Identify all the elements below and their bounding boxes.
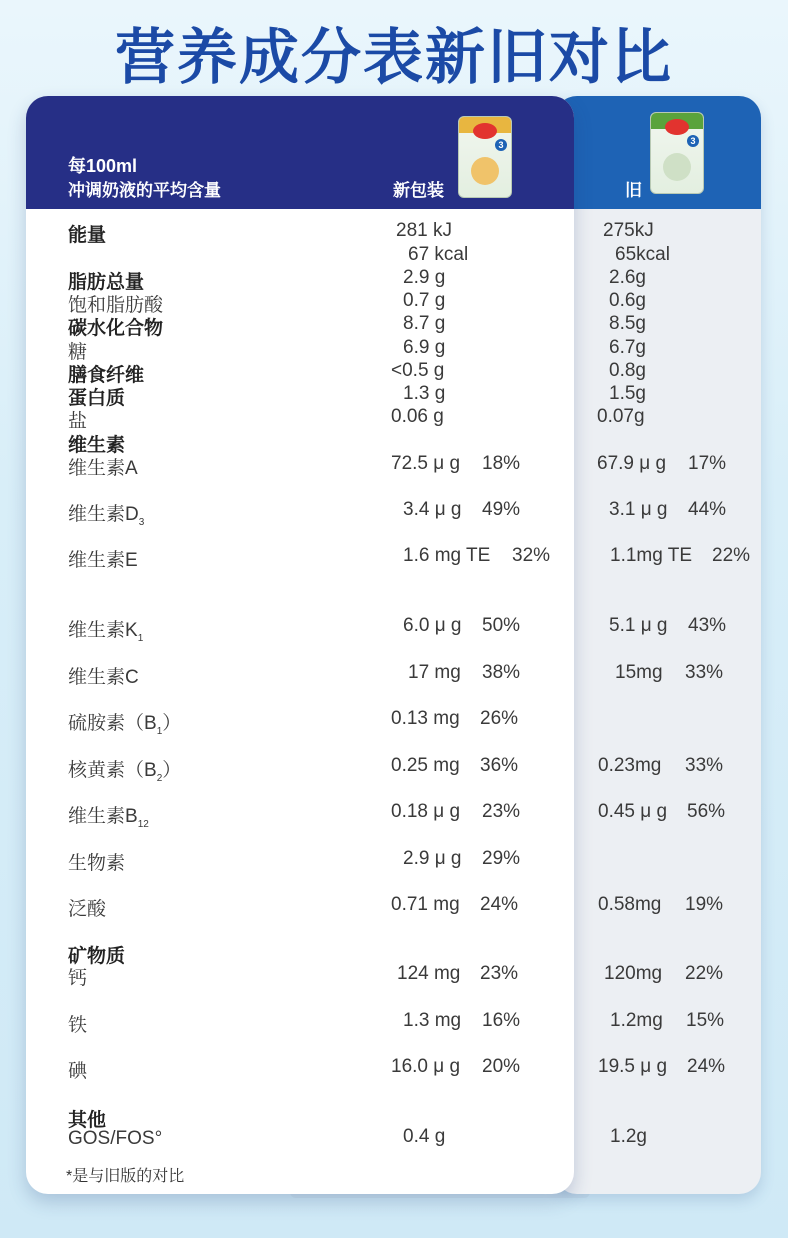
- vitA-old-pct: 17%: [688, 453, 727, 474]
- vitC-old: 15mg: [615, 662, 663, 683]
- iron-old-pct: 15%: [686, 1010, 725, 1031]
- vitC-new: 17 mg: [408, 662, 461, 683]
- b2-new-pct: 36%: [480, 755, 519, 776]
- vitC-label: 维生素C: [68, 667, 139, 688]
- page-title: 营养成分表新旧对比: [115, 23, 673, 93]
- iodine-old: 19.5 μ g: [598, 1056, 668, 1077]
- vitD-old: 3.1 μ g: [609, 499, 668, 520]
- vitA-old: 67.9 μ g: [597, 453, 667, 474]
- footnote: *是与旧版的对比: [66, 1168, 185, 1185]
- energy-old-kcal: 65kcal: [615, 244, 670, 265]
- carb-label: 碳水化合物: [68, 318, 164, 339]
- fat-new: 2.9 g: [403, 267, 446, 288]
- gos-new: 0.4 g: [403, 1126, 446, 1147]
- biotin-new-pct: 29%: [482, 848, 521, 869]
- panto-old-pct: 19%: [685, 894, 724, 915]
- vitK-new: 6.0 μ g: [403, 615, 462, 636]
- per-100ml-label: 每100ml: [68, 156, 138, 176]
- calcium-old-pct: 22%: [685, 963, 724, 984]
- sugar-new: 6.9 g: [403, 337, 446, 358]
- carb-old: 8.5g: [609, 313, 646, 334]
- vitA-new-pct: 18%: [482, 453, 521, 474]
- sugar-label: 糖: [68, 342, 88, 363]
- calcium-new: 124 mg: [397, 963, 461, 984]
- b12-old: 0.45 μ g: [598, 801, 668, 822]
- b1-new: 0.13 mg: [391, 708, 460, 729]
- biotin-new: 2.9 μ g: [403, 848, 462, 869]
- growing-up-milk-can-icon: 3: [650, 112, 704, 194]
- satfat-old: 0.6g: [609, 290, 646, 311]
- energy-new-kj: 281 kJ: [396, 220, 452, 241]
- vitK-new-pct: 50%: [482, 615, 521, 636]
- panto-new: 0.71 mg: [391, 894, 460, 915]
- minerals-heading: 矿物质: [68, 946, 126, 967]
- vitC-old-pct: 33%: [685, 662, 724, 683]
- energy-new-kcal: 67 kcal: [408, 244, 469, 265]
- b12-new: 0.18 μ g: [391, 801, 461, 822]
- biotin-label: 生物素: [68, 853, 126, 874]
- toddler-milk-can-icon: 3: [458, 116, 512, 198]
- b1-label: 硫胺素$(B_1)$: [68, 713, 182, 737]
- other-heading: 其他: [68, 1110, 107, 1131]
- panto-old: 0.58mg: [598, 894, 662, 915]
- vitD-new-pct: 49%: [482, 499, 521, 520]
- vitE-new: 1.6 mg TE: [403, 545, 491, 566]
- calcium-label: 钙: [68, 968, 88, 989]
- old-column-header: [555, 96, 761, 209]
- energy-old-kj: 275kJ: [603, 220, 654, 241]
- b12-old-pct: 56%: [687, 801, 726, 822]
- protein-label: 蛋白质: [68, 388, 126, 409]
- vitK-label: 维生素$K_1$: [68, 620, 144, 644]
- vitE-label: 维生素E: [68, 550, 138, 571]
- old-label: 旧: [625, 181, 642, 200]
- iron-new: 1.3 mg: [403, 1010, 462, 1031]
- b2-old-pct: 33%: [685, 755, 724, 776]
- table-header: [26, 96, 574, 209]
- b1-new-pct: 26%: [480, 708, 519, 729]
- vitK-old: 5.1 μ g: [609, 615, 668, 636]
- b12-label: 维生素$B_{12}$: [68, 806, 149, 830]
- fiber-label: 膳食纤维: [68, 365, 145, 386]
- gos-old: 1.2g: [610, 1126, 647, 1147]
- b2-label: 核黄素$(B_2)$: [68, 760, 182, 784]
- salt-label: 盐: [68, 411, 88, 432]
- panto-new-pct: 24%: [480, 894, 519, 915]
- energy-label: 能量: [68, 225, 107, 246]
- iodine-old-pct: 24%: [687, 1056, 726, 1077]
- iodine-label: 碘: [68, 1061, 88, 1082]
- fat-old: 2.6g: [609, 267, 646, 288]
- salt-new: 0.06 g: [391, 406, 444, 427]
- iron-new-pct: 16%: [482, 1010, 521, 1031]
- fiber-new: <0.5 g: [391, 360, 445, 381]
- fat-label: 脂肪总量: [68, 272, 145, 293]
- vitD-old-pct: 44%: [688, 499, 727, 520]
- salt-old: 0.07g: [597, 406, 645, 427]
- panto-label: 泛酸: [68, 899, 107, 920]
- b2-old: 0.23mg: [598, 755, 662, 776]
- protein-old: 1.5g: [609, 383, 646, 404]
- calcium-new-pct: 23%: [480, 963, 519, 984]
- satfat-new: 0.7 g: [403, 290, 446, 311]
- iodine-new: 16.0 μ g: [391, 1056, 461, 1077]
- vitD-new: 3.4 μ g: [403, 499, 462, 520]
- vitC-new-pct: 38%: [482, 662, 521, 683]
- vitE-new-pct: 32%: [512, 545, 551, 566]
- vitA-label: 维生素A: [68, 458, 138, 479]
- sugar-old: 6.7g: [609, 337, 646, 358]
- vitD-label: 维生素$D_3$: [68, 504, 145, 528]
- vitK-old-pct: 43%: [688, 615, 727, 636]
- carb-new: 8.7 g: [403, 313, 446, 334]
- protein-new: 1.3 g: [403, 383, 446, 404]
- vitE-old-pct: 22%: [712, 545, 751, 566]
- vitamins-heading: 维生素: [68, 435, 126, 456]
- iron-old: 1.2mg: [610, 1010, 663, 1031]
- calcium-old: 120mg: [604, 963, 663, 984]
- iron-label: 铁: [68, 1015, 88, 1036]
- gos-label: GOS/FOS°: [68, 1128, 163, 1149]
- iodine-new-pct: 20%: [482, 1056, 521, 1077]
- new-package-label: 新包装: [393, 181, 444, 200]
- vitE-old: 1.1mg TE: [610, 545, 693, 566]
- b2-new: 0.25 mg: [391, 755, 460, 776]
- vitA-new: 72.5 μ g: [391, 453, 461, 474]
- satfat-label: 饱和脂肪酸: [68, 295, 164, 316]
- b12-new-pct: 23%: [482, 801, 521, 822]
- fiber-old: 0.8g: [609, 360, 646, 381]
- average-content-label: 冲调奶液的平均含量: [68, 181, 221, 200]
